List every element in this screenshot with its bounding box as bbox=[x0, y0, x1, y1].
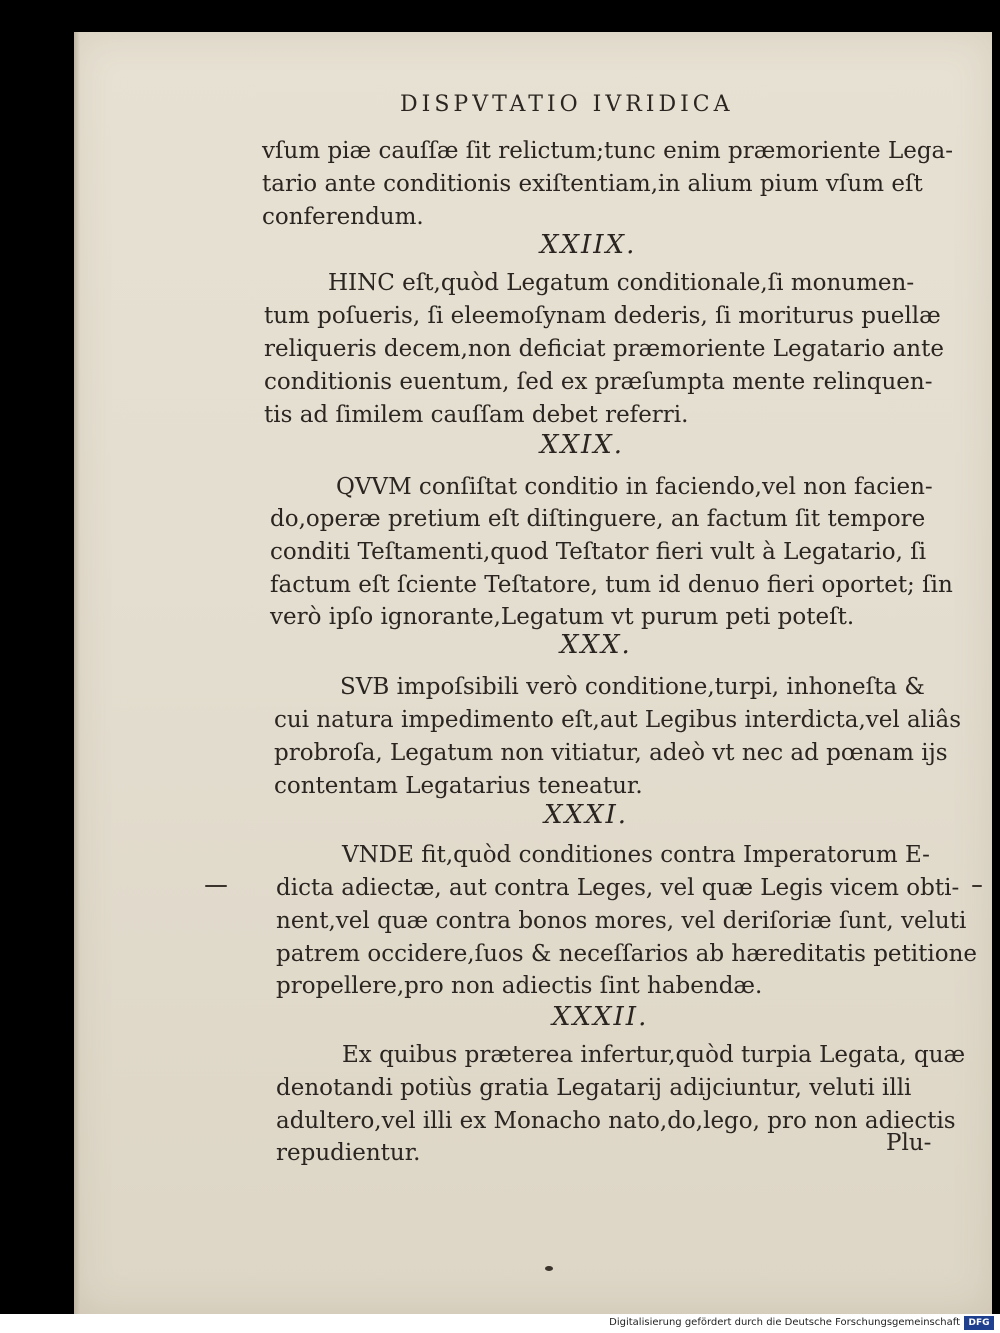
text-line: patrem occidere,ſuos & neceſſarios ab hæreditatis petitione bbox=[276, 941, 977, 967]
text-line: factum eſt ſciente Teſtatore, tum id denuo fieri oportet; ſin bbox=[270, 572, 953, 598]
text-line: SVB impoſsibili verò conditione,turpi, inhoneſta & bbox=[340, 674, 925, 700]
section-numeral: XXIX. bbox=[540, 430, 625, 460]
text-line: repudientur. bbox=[276, 1140, 421, 1166]
text-line: reliqueris decem,non deficiat præmoriente Legatario ante bbox=[264, 336, 944, 362]
dfg-logo: DFG bbox=[964, 1316, 994, 1330]
section-numeral: XXX. bbox=[560, 630, 632, 660]
ink-speck bbox=[545, 1266, 553, 1271]
section-numeral: XXXI. bbox=[544, 800, 629, 830]
ink-speck bbox=[205, 885, 227, 887]
text-line: conferendum. bbox=[262, 204, 424, 230]
text-line: vſum piæ cauſſæ ſit relictum;tunc enim præmoriente Lega- bbox=[262, 138, 954, 164]
running-header: DISPVTATIO IVRIDICA bbox=[400, 92, 734, 117]
text-line: cui natura impedimento eſt,aut Legibus interdicta,vel aliâs bbox=[274, 707, 962, 733]
page-edge-shadow bbox=[74, 32, 80, 1314]
text-line: HINC eſt,quòd Legatum conditionale,ſi monumen- bbox=[328, 270, 915, 296]
text-line: adultero,vel illi ex Monacho nato,do,lego, pro non adiectis bbox=[276, 1108, 956, 1134]
text-line: probroſa, Legatum non vitiatur, adeò vt nec ad pœnam ijs bbox=[274, 740, 948, 766]
catchword: Plu- bbox=[886, 1130, 932, 1156]
text-line: QVVM conſiſtat conditio in faciendo,vel non facien- bbox=[336, 474, 933, 500]
text-line: nent,vel quæ contra bonos mores, vel deriſoriæ ſunt, veluti bbox=[276, 908, 967, 934]
text-line: dicta adiectæ, aut contra Leges, vel quæ Legis vicem obti- bbox=[276, 875, 960, 901]
text-line: tis ad ſimilem cauſſam debet referri. bbox=[264, 402, 689, 428]
text-line: Ex quibus præterea infertur,quòd turpia Legata, quæ bbox=[342, 1042, 966, 1068]
section-numeral: XXXII. bbox=[552, 1002, 649, 1032]
text-line: conditi Teſtamenti,quod Teſtator fieri vult à Legatario, ſi bbox=[270, 539, 927, 565]
footer-bar bbox=[0, 1314, 1000, 1333]
text-line: do,operæ pretium eſt diſtinguere, an factum ſit tempore bbox=[270, 506, 926, 532]
text-line: conditionis euentum, ſed ex præſumpta mente relinquen- bbox=[264, 369, 933, 395]
section-numeral: XXIIX. bbox=[540, 230, 637, 260]
text-line: VNDE fit,quòd conditiones contra Imperatorum E- bbox=[342, 842, 930, 868]
footer-credit: Digitalisierung gefördert durch die Deutsche Forschungsgemeinschaft bbox=[609, 1317, 960, 1328]
text-line: propellere,pro non adiectis ſint habendæ. bbox=[276, 973, 763, 999]
text-line: tum poſueris, ſi eleemoſynam dederis, ſi moriturus puellæ bbox=[264, 303, 941, 329]
ink-speck bbox=[972, 885, 982, 887]
text-line: verò ipſo ignorante,Legatum vt purum peti poteſt. bbox=[270, 604, 855, 630]
text-line: contentam Legatarius teneatur. bbox=[274, 773, 643, 799]
text-line: denotandi potiùs gratia Legatarij adijciuntur, veluti illi bbox=[276, 1075, 912, 1101]
text-line: tario ante conditionis exiſtentiam,in alium pium vſum eſt bbox=[262, 171, 923, 197]
